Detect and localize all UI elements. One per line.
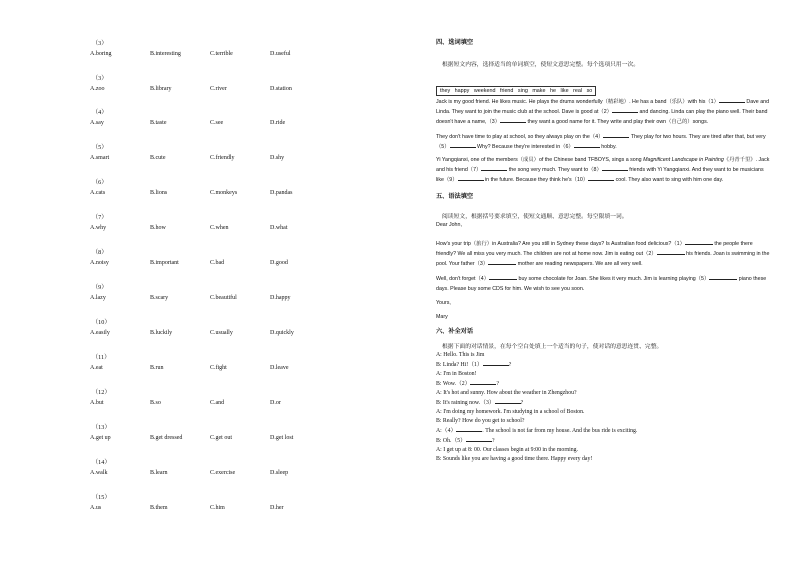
option-c: C.bad [210,260,225,266]
option-a: A.easily [90,330,110,336]
dialogue-line [436,436,771,446]
option-a: A.lazy [90,295,106,301]
letter-closing: Yours, [436,299,451,306]
option-b: B.learn [150,470,168,476]
option-b: B.cute [150,155,166,161]
line-text-end: . The school is not far from my house. And the bus ride is exciting. [482,428,638,435]
question-item [0,282,400,302]
text-span: They play for two hours. They are tired after that, but very（5） [436,133,766,150]
section-5-paragraph-2 [436,274,771,293]
text-span: Well, don't forget（4） [436,276,490,283]
line-text: B: It's raining now.（3） [436,400,495,407]
line-text: A: I get up at 8: 00. Our classes begin at 9:00 in the morning. [436,447,578,454]
dialogue-line [436,408,771,417]
blank-5[interactable] [466,436,492,442]
option-c: C.exercise [210,470,236,476]
option-a: A.zoo [90,86,105,92]
question-number: （13） [92,424,111,431]
dialogue-line [436,426,771,436]
dialogue-line [436,455,771,464]
text-span: and dancing. Linda can play the piano well. Their band doesn't have a name,（3） [436,109,768,126]
option-b: B.taste [150,120,167,126]
line-text: A:（4） [436,428,457,435]
text-span: Jack is my good friend. He likes music. He plays the drums wonderfully（精彩地）. He has a band（乐队）with his（1） [436,99,719,105]
dialogue-line [436,417,771,426]
option-d: D.useful [270,51,291,57]
option-c: C.river [210,86,227,92]
question-number: （8） [92,249,108,256]
dialogue-line [436,389,771,398]
line-text-end: ? [496,381,500,388]
dialogue-line [436,360,771,370]
text-span: in the future. Because they think he's（10） [484,177,589,184]
question-item [0,422,400,442]
section-5-heading: 五、语法填空 [436,192,474,200]
option-c: C.friendly [210,155,235,161]
option-a: A.but [90,400,104,406]
blank-1[interactable] [483,360,509,366]
question-number: （15） [92,494,111,501]
line-text-end: ? [491,438,495,445]
section-6-instruction: 根据下面的对话情景，在每个空白处填上一个适当的句子，使对话的意思连贯、完整。 [442,344,663,351]
option-d: D.ride [270,120,286,126]
option-b: B.important [150,260,179,266]
option-b: B.interesting [150,51,181,57]
song-title-cn: 《丹青千里》 [723,157,756,164]
blank-3[interactable] [500,117,526,123]
option-b: B.luckily [150,330,173,336]
blank-5[interactable] [450,142,476,148]
option-d: D.station [270,86,292,92]
section-4-paragraph-1 [436,97,771,128]
word-box: they happy weekend friend sing make he like real so [436,86,596,96]
question-number: （6） [92,179,108,186]
text-span: piano these days. Please buy some CDS for him. We wish to see you soon. [436,276,767,292]
text-span: How's your trip（旅行）in Australia? Are you still in Sydney these days? Is Australian food delicious?（1） [436,240,685,247]
blank-5[interactable] [709,274,737,280]
question-item [0,38,400,58]
text-span: . Jack and his friend（7） [436,157,770,174]
option-b: B.lions [150,190,168,196]
right-column [436,37,771,464]
blank-3[interactable] [488,259,516,265]
section-5-paragraph-1 [436,239,771,270]
line-text: A: It's hot and sunny. How about the weather in Zhengzhou? [436,390,577,397]
text-span: Why? Because they're interested in（6） [477,143,574,150]
question-item [0,142,400,162]
option-a: A.noisy [90,260,109,266]
blank-9[interactable] [458,175,484,181]
blank-2[interactable] [657,249,685,255]
option-c: C.see [210,120,224,126]
letter-salutation: Dear John, [436,221,462,228]
text-span: Dave and Linda. They want to join the music club at the school. Dave is good at（2） [436,99,770,116]
text-span: cool. They also want to sing with him one day. [615,177,724,184]
text-span: friends with Yi Yangqianxi. And they want to be musicians like（9） [436,167,764,184]
line-text: A: I'm in Boston! [436,371,477,378]
question-item [0,492,400,512]
option-b: B.them [150,505,168,511]
option-a: A.cats [90,190,106,196]
line-text: A: Hello. This is Jim [436,352,485,359]
section-4-paragraph-3 [436,156,771,186]
option-b: B.how [150,225,166,231]
section-4-instruction: 根据短文内容，选择适当的单词填空，使短文意思完整。每个选项只用一次。 [442,62,640,68]
option-a: A.get up [90,435,111,441]
text-span: buy some chocolate for Joan. She likes it very much. Jim is learning playing（5） [518,276,710,283]
section-4-heading: 四、选词填空 [436,39,474,46]
option-b: B.get dressed [150,435,183,441]
line-text: B: Wow.（2） [436,381,471,388]
text-span: the song very much. They want to（8） [508,167,602,174]
blank-4[interactable] [456,426,482,432]
option-c: C.get out [210,435,232,441]
blank-8[interactable] [602,165,628,171]
dialogue [436,351,771,464]
line-text: B: Linda? Hi!（1） [436,362,483,369]
question-item [0,352,400,372]
question-number: （7） [92,214,108,221]
option-a: A.smart [90,155,110,161]
question-number: （3） [92,40,108,47]
line-text: B: Really? How do you get to school? [436,418,525,425]
dialogue-line [436,446,771,455]
blank-4[interactable] [603,132,629,138]
question-number: （10） [92,319,111,326]
question-number: （12） [92,389,111,396]
question-number: （14） [92,459,111,466]
blank-3[interactable] [495,398,521,404]
option-d: D.get lost [270,435,294,441]
text-span: his friends. Joan is swimming in the pool. Your father（3） [436,251,770,268]
blank-10[interactable] [588,175,614,181]
text-span: hobby. [601,143,617,150]
dialogue-line [436,370,771,379]
blank-1[interactable] [685,239,713,245]
question-number: （11） [92,354,111,361]
option-c: C.terrible [210,51,233,57]
letter-signature: Mary [436,314,448,321]
option-b: B.run [150,365,164,371]
option-c: C.fight [210,365,227,371]
option-d: D.leave [270,365,289,371]
option-a: A.walk [90,470,108,476]
option-c: C.beautiful [210,295,237,301]
question-number: （3） [92,75,108,82]
question-number: （4） [92,109,108,116]
section-4-paragraph-2 [436,132,771,152]
option-c: C.and [210,400,225,406]
question-number: （9） [92,284,108,291]
option-b: B.library [150,86,172,92]
option-d: D.pandas [270,190,293,196]
question-item [0,317,400,337]
option-c: C.him [210,505,225,511]
question-item [0,247,400,267]
blank-1[interactable] [719,97,745,103]
option-c: C.monkeys [210,190,238,196]
question-item [0,177,400,197]
question-item [0,73,400,93]
blank-7[interactable] [481,165,507,171]
section-6-heading: 六、补全对话 [436,328,474,336]
option-a: A.us [90,505,102,511]
song-title: Magnificent Landscape in Painting [643,157,724,164]
question-item [0,107,400,127]
text-span: They don't have time to play at school, so they always play on the（4） [436,133,604,140]
option-d: D.or [270,400,281,406]
dialogue-line [436,398,771,408]
dialogue-line [436,379,771,389]
option-b: B.scary [150,295,169,301]
question-item [0,387,400,407]
section-5-instruction: 阅读短文，根据括号要求填空，使短文通顺、意思完整。每空限填一词。 [442,213,628,220]
option-d: D.quickly [270,330,294,336]
text-span: they want a good name for it. They write and play their own（自己的）songs. [527,119,709,126]
text-span: Yi Yangqianxi, one of the members（成员）of the Chinese band TFBOYS, sings a song [436,157,642,164]
question-number: （5） [92,144,108,151]
option-a: A.boring [90,51,112,57]
option-a: A.eat [90,365,103,371]
option-c: C.when [210,225,229,231]
option-a: A.say [90,120,104,126]
line-text-end: ? [520,400,524,407]
line-text: B: Sounds like you are having a good time there. Happy every day! [436,456,593,463]
line-text: B: Oh.（5） [436,438,466,445]
text-span: mother are reading newspapers. We are all very well. [517,261,643,268]
line-text: A: I'm doing my homework. I'm studying in a school of Boston. [436,409,585,416]
option-b: B.so [150,400,161,406]
option-d: D.her [270,505,284,511]
option-d: D.shy [270,155,285,161]
text-span: the people there friendly? We all miss you very much. The children are not at home now. Jim is eating out（2） [436,240,753,258]
blank-6[interactable] [574,142,600,148]
word-box-row [436,79,771,97]
question-item [0,212,400,232]
dialogue-line [436,351,771,360]
option-a: A.why [90,225,107,231]
line-text-end: ? [508,362,512,369]
blank-2[interactable] [470,379,496,385]
option-c: C.usually [210,330,233,336]
blank-2[interactable] [612,107,638,113]
option-d: D.sleep [270,470,289,476]
question-item [0,457,400,477]
blank-4[interactable] [489,274,517,280]
option-d: D.what [270,225,288,231]
option-d: D.good [270,260,288,266]
option-d: D.happy [270,295,291,301]
